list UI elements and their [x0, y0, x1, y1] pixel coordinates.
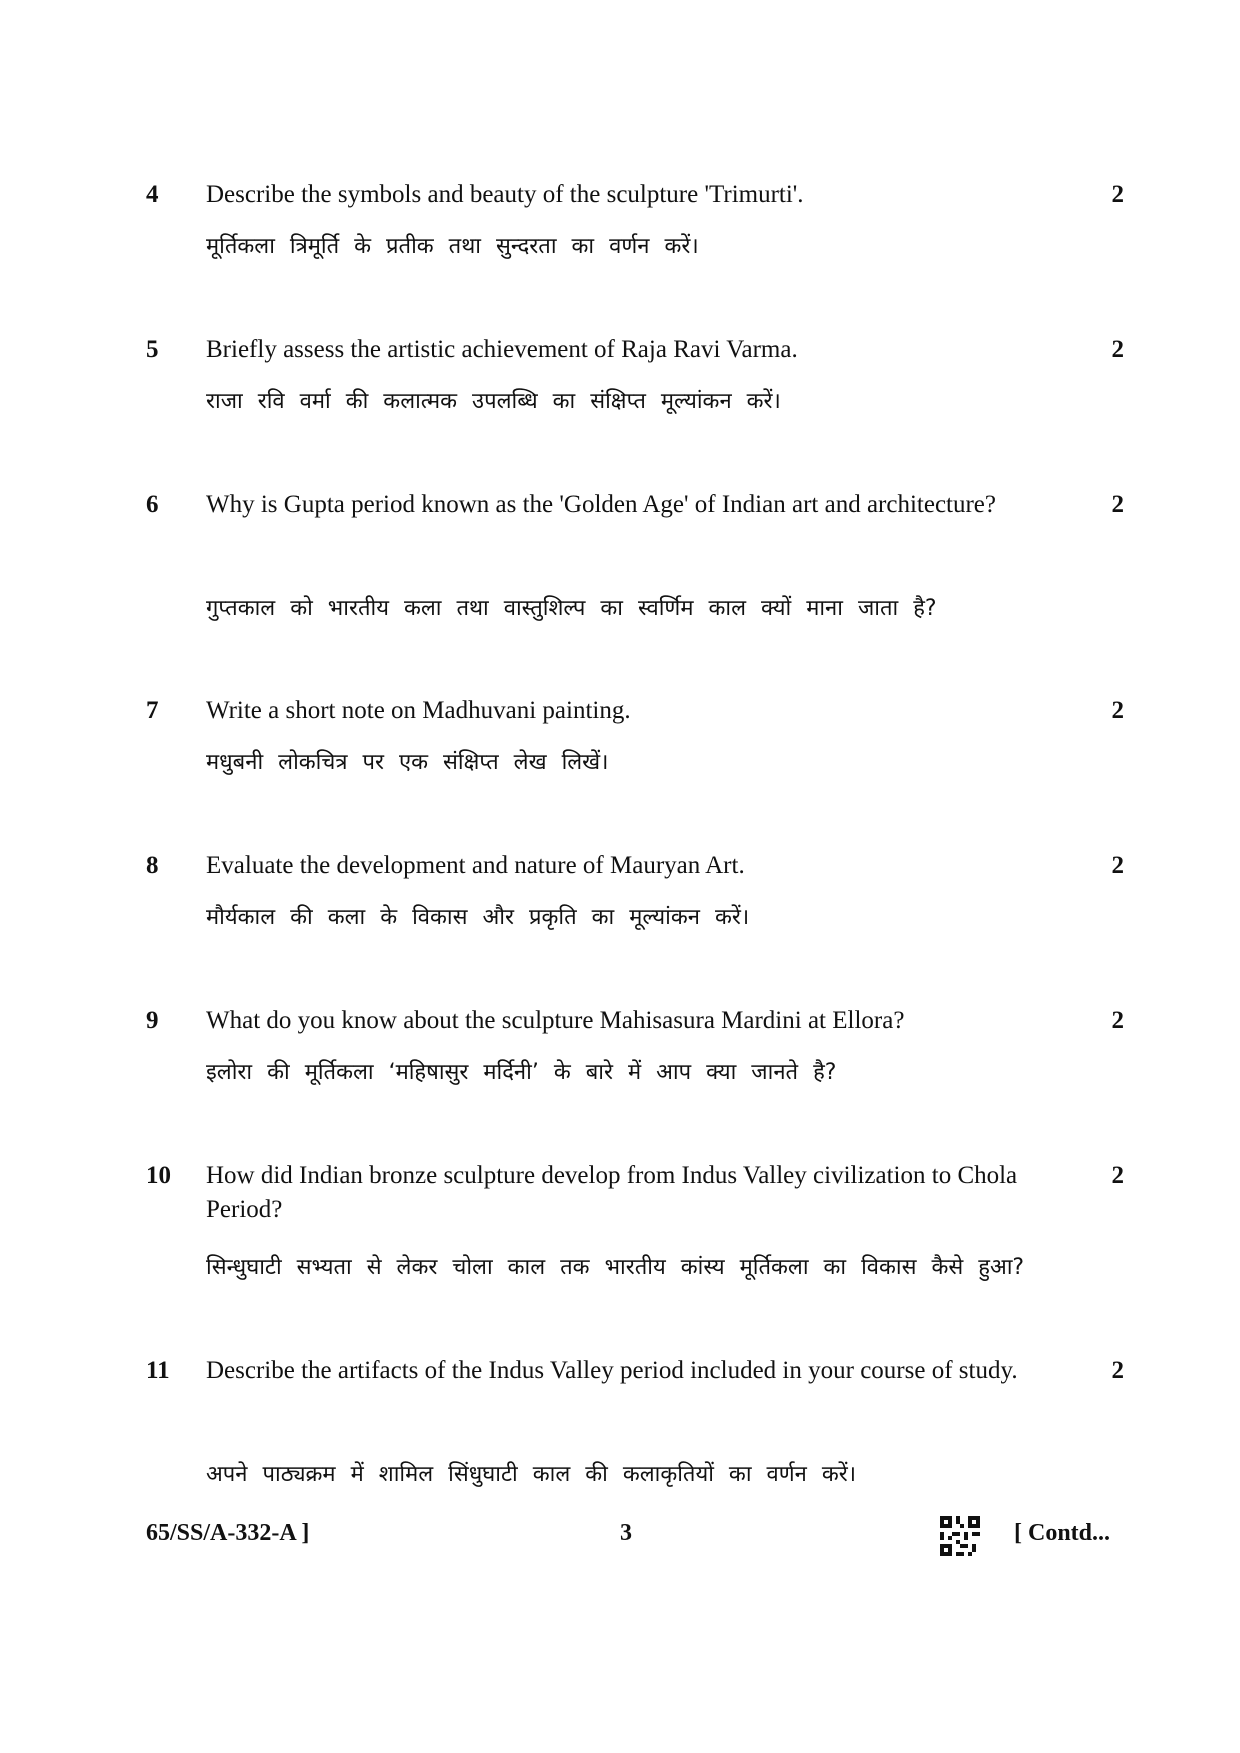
paper-code: 65/SS/A-332-A ]: [146, 1520, 310, 1546]
question-text: Why is Gupta period known as the 'Golden Age' of Indian art and architecture?: [206, 491, 997, 518]
question-text-hindi: इलोरा की मूर्तिकला ‘महिषासुर मर्दिनी’ के बारे में आप क्या जानते है?: [206, 1060, 837, 1085]
question-text: Evaluate the development and nature of Mauryan Art.: [206, 852, 745, 879]
question-text-hindi: अपने पाठ्यक्रम में शामिल सिंधुघाटी काल की कलाकृतियों का वर्णन करें।: [206, 1462, 857, 1487]
question-marks: 2: [1111, 336, 1124, 363]
question-number: 8: [146, 852, 159, 879]
question-marks: 2: [1111, 1162, 1124, 1189]
question-text: Describe the artifacts of the Indus Valley period included in your course of study.: [206, 1357, 1018, 1384]
qr-code-icon: [940, 1516, 980, 1556]
question-number: 5: [146, 336, 159, 363]
question-number: 9: [146, 1007, 159, 1034]
question-text: Briefly assess the artistic achievement of Raja Ravi Varma.: [206, 336, 798, 363]
question-marks: 2: [1111, 697, 1124, 724]
question-text: What do you know about the sculpture Mahisasura Mardini at Ellora?: [206, 1007, 905, 1034]
question-number: 7: [146, 697, 159, 724]
question-marks: 2: [1111, 1357, 1124, 1384]
question-number: 11: [146, 1357, 170, 1384]
question-marks: 2: [1111, 1007, 1124, 1034]
question-text-hindi: राजा रवि वर्मा की कलात्मक उपलब्धि का संक्षिप्त मूल्यांकन करें।: [206, 389, 781, 414]
question-marks: 2: [1111, 491, 1124, 518]
continued-label: [ Contd...: [1014, 1520, 1111, 1546]
question-text: How did Indian bronze sculpture develop from Indus Valley civilization to Chola Period?: [206, 1162, 1018, 1223]
question-text-hindi: गुप्तकाल को भारतीय कला तथा वास्तुशिल्प का स्वर्णिम काल क्यों माना जाता है?: [206, 596, 937, 621]
question-text-hindi: सिन्धुघाटी सभ्यता से लेकर चोला काल तक भारतीय कांस्य मूर्तिकला का विकास कैसे हुआ?: [206, 1255, 1025, 1280]
question-text: Describe the symbols and beauty of the sculpture 'Trimurti'.: [206, 181, 804, 208]
question-marks: 2: [1111, 852, 1124, 879]
question-text-hindi: मौर्यकाल की कला के विकास और प्रकृति का मूल्यांकन करें।: [206, 905, 750, 930]
question-text-hindi: मधुबनी लोकचित्र पर एक संक्षिप्त लेख लिखें।: [206, 750, 609, 775]
page-footer: [0, 1520, 1240, 1560]
question-text: Write a short note on Madhuvani painting.: [206, 697, 631, 724]
question-number: 6: [146, 491, 159, 518]
question-text-hindi: मूर्तिकला त्रिमूर्ति के प्रतीक तथा सुन्दरता का वर्णन करें।: [206, 234, 699, 259]
page-number: 3: [620, 1520, 632, 1546]
question-number: 10: [146, 1162, 171, 1189]
question-number: 4: [146, 181, 159, 208]
question-marks: 2: [1111, 181, 1124, 208]
